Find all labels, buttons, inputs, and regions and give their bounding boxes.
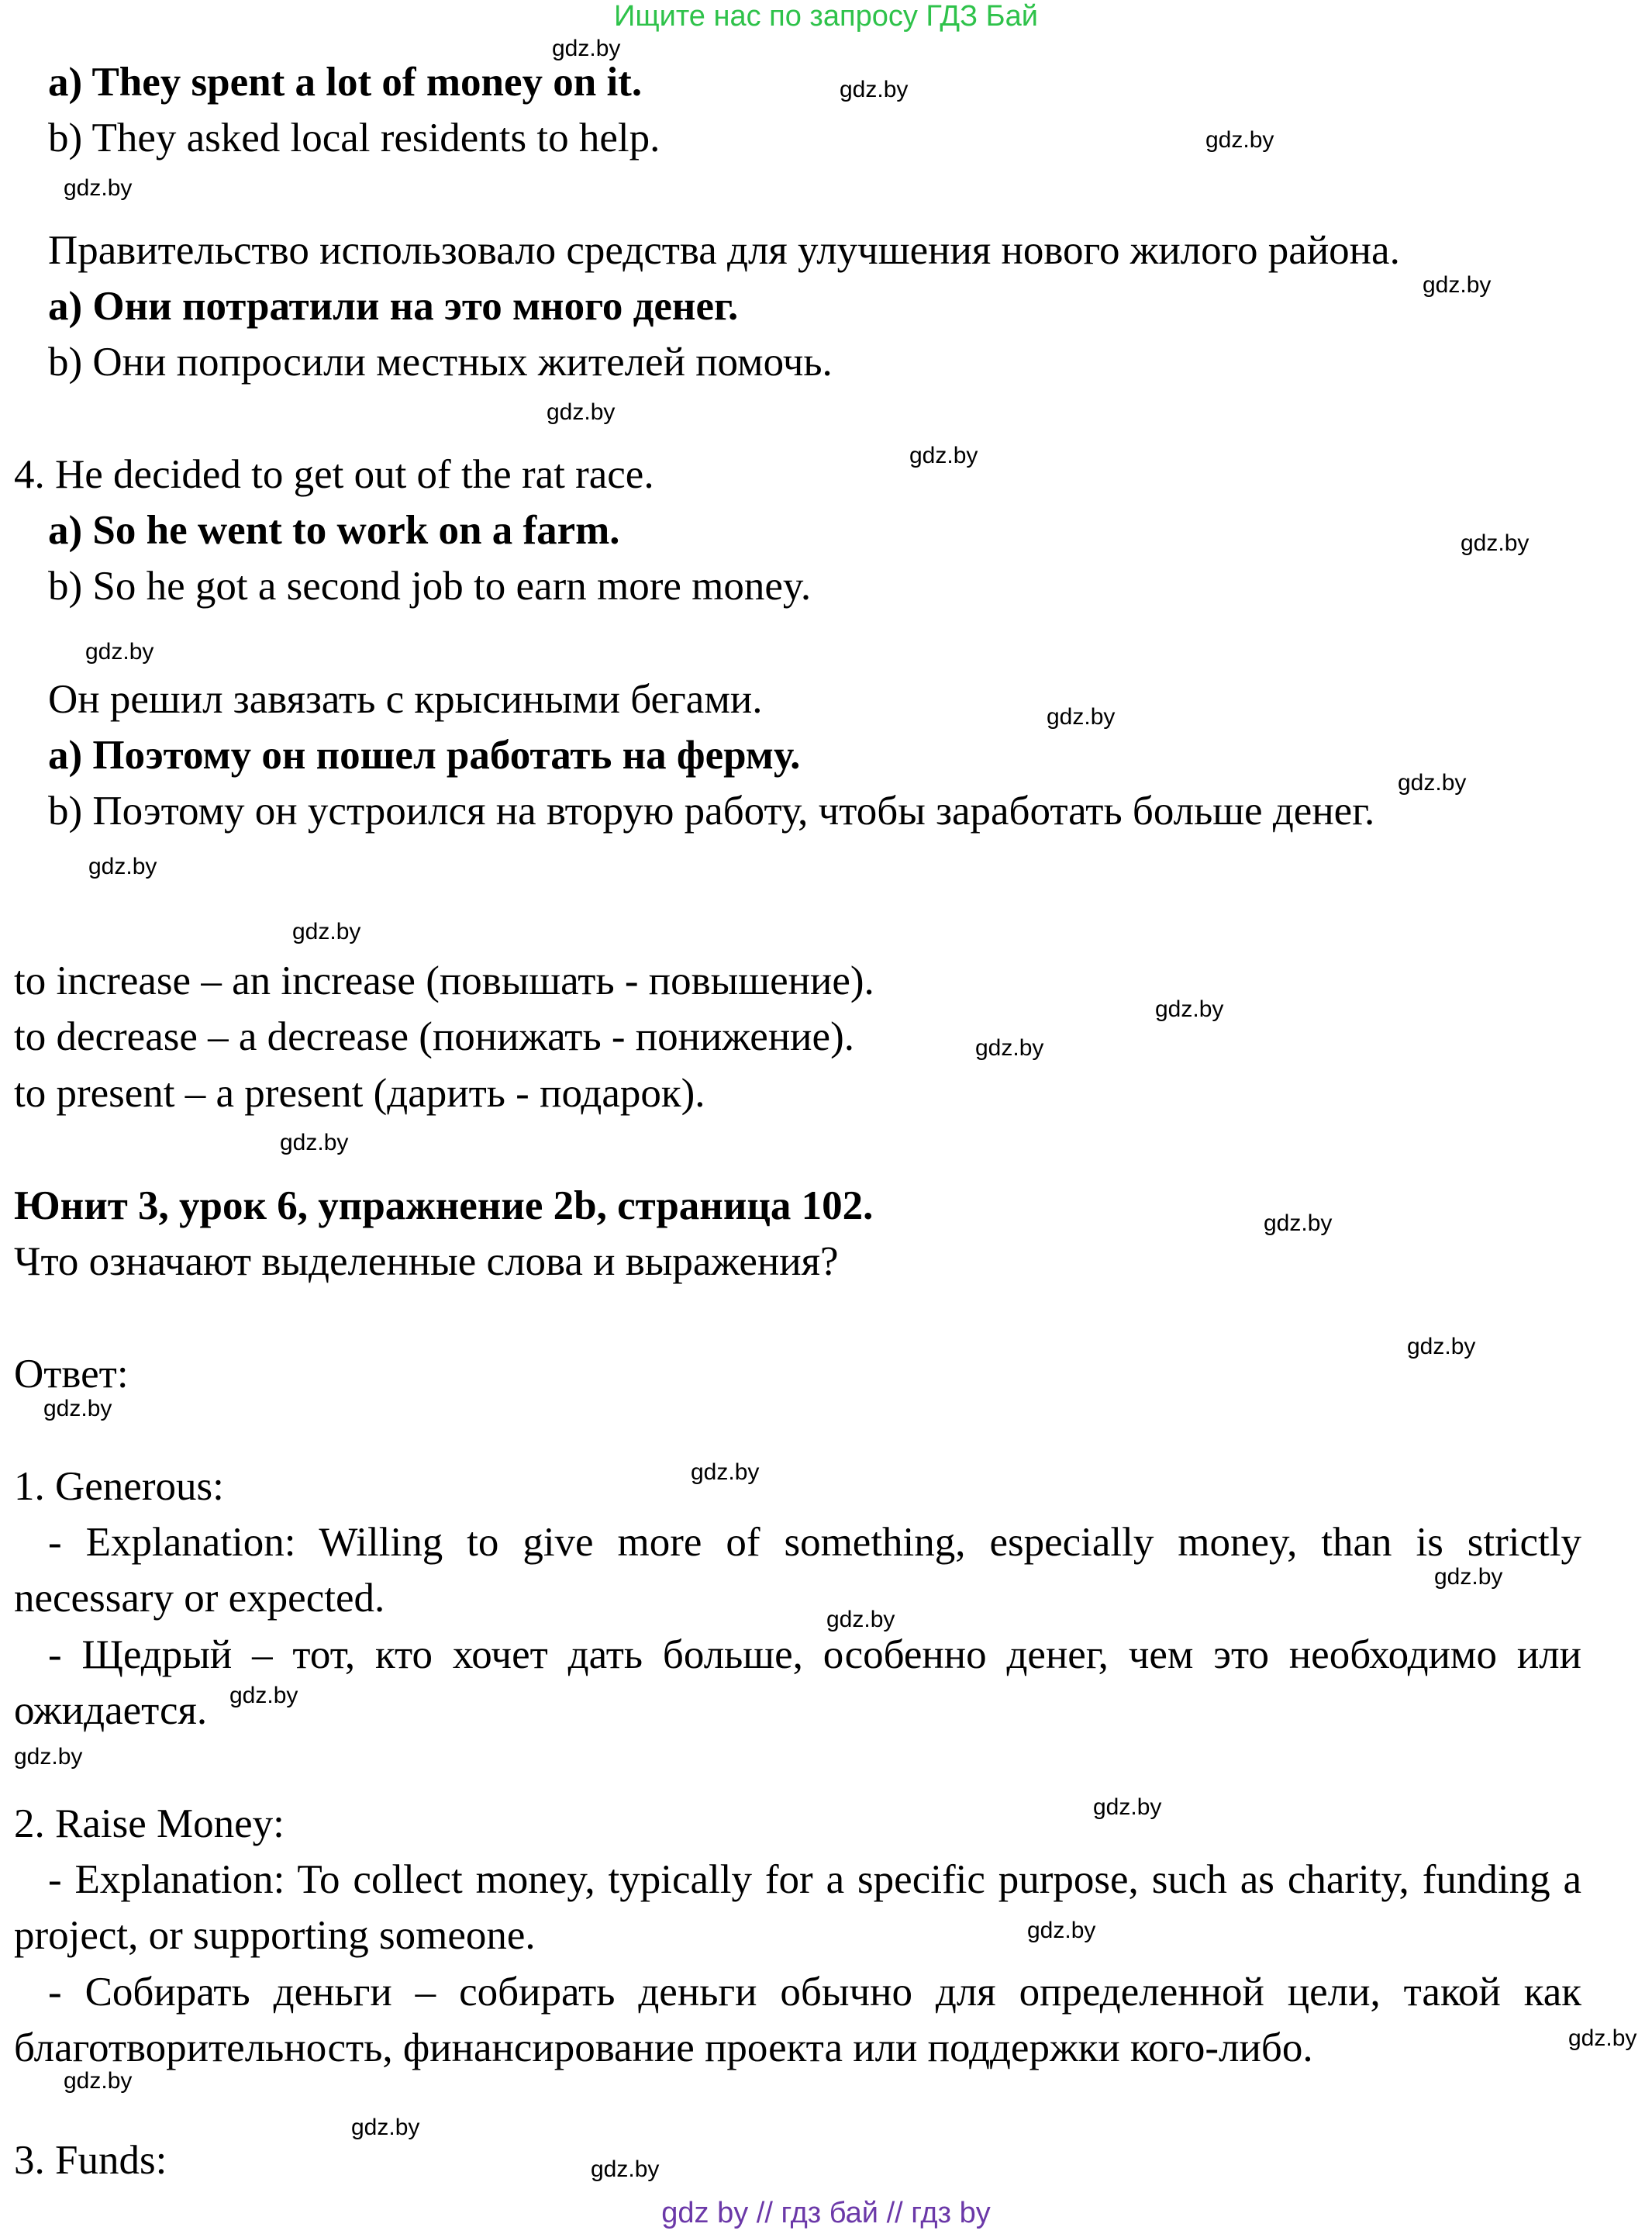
watermark: gdz.by: [1407, 1334, 1476, 1359]
watermark: gdz.by: [1398, 770, 1467, 796]
option-a-english: a) So he went to work on a farm.: [48, 508, 620, 553]
option-a-english: a) They spent a lot of money on it.: [48, 60, 643, 105]
option-a-russian: а) Они потратили на это много денег.: [48, 284, 739, 329]
watermark: gdz.by: [975, 1035, 1044, 1061]
watermark: gdz.by: [1205, 127, 1274, 153]
watermark: gdz.by: [1093, 1794, 1162, 1820]
watermark: gdz.by: [85, 639, 154, 665]
watermark: gdz.by: [591, 2156, 660, 2182]
watermark: gdz.by: [1047, 704, 1116, 730]
word-pair: to decrease – a decrease (понижать - понижение).: [14, 1014, 854, 1059]
watermark: gdz.by: [229, 1683, 298, 1708]
watermark: gdz.by: [1461, 530, 1530, 556]
watermark: gdz.by: [1155, 996, 1224, 1022]
watermark: gdz.by: [1434, 1564, 1503, 1590]
watermark: gdz.by: [64, 2068, 133, 2094]
option-b-english: b) So he got a second job to earn more money.: [48, 564, 812, 609]
search-hint-banner: Ищите нас по запросу ГДЗ Бай: [614, 0, 1038, 33]
site-footer: gdz by // гдз бай // гдз by: [661, 2197, 991, 2229]
item-title: 3. Funds:: [14, 2138, 167, 2183]
watermark: gdz.by: [1568, 2025, 1637, 2051]
exercise-question: Что означают выделенные слова и выражения?: [14, 1239, 839, 1284]
item-title: 1. Generous:: [14, 1464, 224, 1509]
watermark: gdz.by: [552, 36, 621, 61]
exercise-heading: Юнит 3, урок 6, упражнение 2b, страница 102.: [14, 1183, 874, 1228]
sentence-english: 4. He decided to get out of the rat race.: [14, 452, 654, 497]
watermark: gdz.by: [88, 854, 157, 879]
option-b-english: b) They asked local residents to help.: [48, 116, 660, 161]
watermark: gdz.by: [14, 1744, 83, 1770]
word-pair: to present – a present (дарить - подарок).: [14, 1071, 705, 1116]
watermark: gdz.by: [826, 1607, 895, 1632]
watermark: gdz.by: [64, 175, 133, 201]
item-explanation: - Explanation: Willing to give more of something, especially money, than is strictly necessary or expected.: [14, 1520, 1581, 1621]
watermark: gdz.by: [292, 919, 361, 944]
option-a-russian: а) Поэтому он пошел работать на ферму.: [48, 733, 801, 778]
item-russian: - Щедрый – тот, кто хочет дать больше, особенно денег, чем это необходимо или ожидается.: [14, 1632, 1581, 1733]
sentence-russian: Он решил завязать с крысиными бегами.: [48, 677, 763, 722]
watermark: gdz.by: [1264, 1210, 1333, 1236]
watermark: gdz.by: [351, 2115, 420, 2140]
watermark: gdz.by: [547, 399, 616, 425]
watermark: gdz.by: [280, 1130, 349, 1155]
watermark: gdz.by: [1027, 1918, 1096, 1943]
option-b-russian: b) Поэтому он устроился на вторую работу, чтобы заработать больше денег.: [48, 789, 1375, 834]
watermark: gdz.by: [1423, 272, 1492, 298]
item-explanation: - Explanation: To collect money, typically for a specific purpose, such as charity, funding a project, or supporting someone.: [14, 1857, 1581, 1958]
watermark: gdz.by: [840, 77, 909, 102]
watermark: gdz.by: [43, 1396, 112, 1421]
sentence-russian: Правительство использовало средства для улучшения нового жилого района.: [48, 228, 1400, 273]
item-russian: - Собирать деньги – собирать деньги обычно для определенной цели, такой как благотворительность, финансирование проекта или поддержки кого-либо.: [14, 1970, 1581, 2070]
answer-label: Ответ:: [14, 1352, 129, 1397]
word-pair: to increase – an increase (повышать - повышение).: [14, 958, 874, 1003]
watermark: gdz.by: [691, 1459, 760, 1485]
option-b-russian: b) Они попросили местных жителей помочь.: [48, 340, 833, 385]
watermark: gdz.by: [909, 443, 978, 468]
item-title: 2. Raise Money:: [14, 1801, 285, 1846]
